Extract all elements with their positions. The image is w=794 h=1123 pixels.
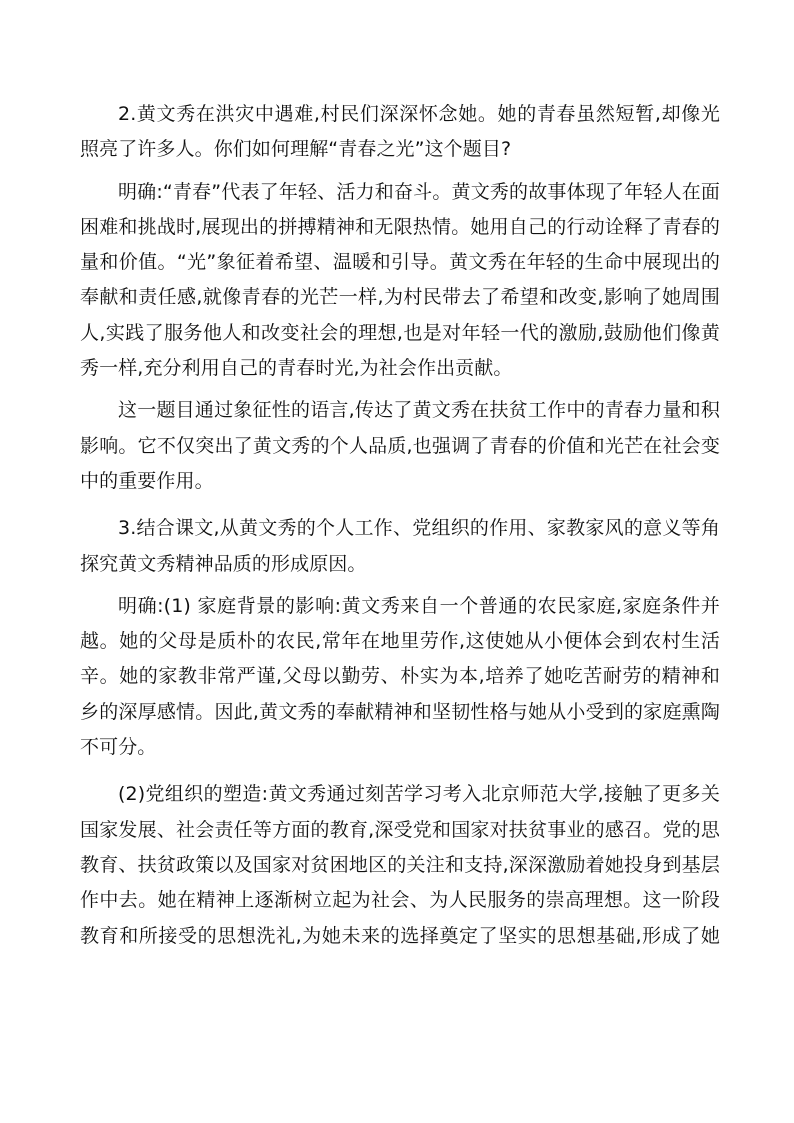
paragraph-line: 中的重要作用。: [80, 469, 214, 492]
paragraph-line: 辛。她的家教非常严谨,父母以勤劳、朴实为本,培养了她吃苦耐劳的精神和: [80, 665, 720, 688]
paragraph-line: 困难和挑战时,展现出的拼搏精神和无限热情。她用自己的行动诠释了青春的: [80, 215, 720, 238]
paragraph-line: 人,实践了服务他人和改变社会的理想,也是对年轻一代的激励,鼓励他们像黄: [80, 321, 720, 344]
paragraph-line: 2.黄文秀在洪灾中遇难,村民们深深怀念她。她的青春虽然短暂,却像光: [118, 103, 720, 125]
paragraph-line: 教育、扶贫政策以及国家对贫困地区的关注和支持,深深激励着她投身到基层: [80, 853, 720, 876]
question-3: [80, 511, 720, 582]
paragraph-line: 作中去。她在精神上逐渐树立起为社会、为人民服务的崇高理想。这一阶段: [80, 889, 720, 912]
paragraph-line: 教育和所接受的思想洗礼,为她未来的选择奠定了坚实的思想基础,形成了她: [80, 924, 720, 947]
paragraph-line: (2)党组织的塑造:黄文秀通过刻苦学习考入北京师范大学,接触了更多关: [118, 783, 720, 806]
paragraph-line: 乡的深厚感情。因此,黄文秀的奉献精神和坚韧性格与她从小受到的家庭熏陶: [80, 700, 720, 723]
paragraph-line: 这一题目通过象征性的语言,传达了黄文秀在扶贫工作中的青春力量和积: [118, 399, 720, 422]
document-page: [80, 97, 720, 954]
paragraph-line: 量和价值。“光”象征着希望、温暖和引导。黄文秀在年轻的生命中展现出的: [80, 251, 720, 274]
answer-3-family: [80, 589, 720, 765]
answer-2-summary: [80, 393, 720, 499]
paragraph-line: 越。她的父母是质朴的农民,常年在地里劳作,这使她从小便体会到农村生活: [80, 630, 720, 653]
paragraph-line: 不可分。: [80, 736, 157, 759]
answer-3-party: [80, 777, 720, 953]
paragraph-line: 照亮了许多人。你们如何理解“青春之光”这个题目?: [80, 138, 512, 161]
paragraph-line: 影响。它不仅突出了黄文秀的个人品质,也强调了青春的价值和光芒在社会变: [80, 434, 720, 457]
paragraph-line: 3.结合课文,从黄文秀的个人工作、党组织的作用、家教家风的意义等角: [118, 517, 720, 540]
paragraph-line: 秀一样,充分利用自己的青春时光,为社会作出贡献。: [80, 357, 513, 380]
question-2: [80, 97, 720, 168]
paragraph-line: 奉献和责任感,就像青春的光芒一样,为村民带去了希望和改变,影响了她周围: [80, 286, 720, 309]
paragraph-line: 探究黄文秀精神品质的形成原因。: [80, 552, 367, 575]
paragraph-line: 国家发展、社会责任等方面的教育,深受党和国家对扶贫事业的感召。党的思: [80, 818, 720, 841]
answer-2: [80, 175, 720, 387]
paragraph-line: 明确:(1) 家庭背景的影响:黄文秀来自一个普通的农民家庭,家庭条件并: [118, 594, 720, 617]
paragraph-line: 明确:“青春”代表了年轻、活力和奋斗。黄文秀的故事体现了年轻人在面: [118, 180, 720, 203]
